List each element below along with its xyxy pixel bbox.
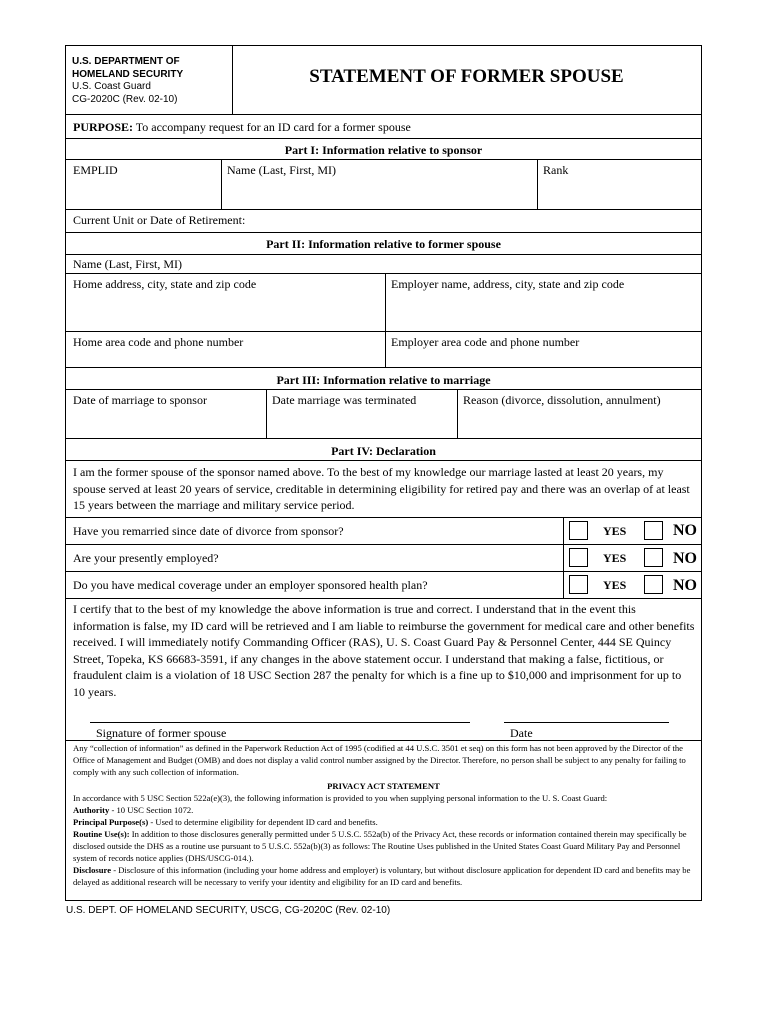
agency-block xyxy=(72,56,183,106)
divider xyxy=(537,159,538,209)
purpose-label: Principal Purpose(s) xyxy=(73,817,149,827)
medical-no-checkbox[interactable] xyxy=(644,575,663,594)
date-line[interactable] xyxy=(504,722,669,723)
privacy-disclosure xyxy=(73,864,696,888)
divider xyxy=(385,273,386,367)
routine-label: Routine Use(s): xyxy=(73,829,130,839)
part1-title: Part I: Information relative to sponsor xyxy=(284,143,483,157)
footer: U.S. DEPT. OF HOMELAND SECURITY, USCG, CG-2020C (Rev. 02-10) xyxy=(66,905,391,916)
authority-label: Authority xyxy=(73,805,110,815)
rule xyxy=(66,544,701,545)
privacy-purpose xyxy=(73,816,696,828)
rule xyxy=(66,740,701,741)
unit-field[interactable]: Current Unit or Date of Retirement: xyxy=(73,213,246,227)
rule xyxy=(66,460,701,461)
home-phone-field[interactable]: Home area code and phone number xyxy=(73,335,244,349)
rule xyxy=(66,598,701,599)
rule xyxy=(66,138,701,139)
medical-no-label: NO xyxy=(673,577,697,594)
rule xyxy=(66,254,701,255)
employer-phone-field[interactable]: Employer area code and phone number xyxy=(391,335,580,349)
routine-text: In addition to those disclosures generally permitted under 5 U.S.C. 552a(b) of the Privacy Act, these records or information contained therein may specifically be disclosed outside the DHS as a routine use pursuant to 5 U.S.C. 552a(b)(3) as follows: The Routine Uses published in the United States Coast Guard Military Pay and Personnel system of records notice applies (DHS/USCG-014.). xyxy=(73,829,687,863)
rule xyxy=(66,367,701,368)
agency-line2: HOMELAND SECURITY xyxy=(72,68,184,80)
privacy-authority xyxy=(73,804,696,816)
home-address-field[interactable]: Home address, city, state and zip code xyxy=(73,277,257,291)
form-number: CG-2020C (Rev. 02-10) xyxy=(72,93,178,105)
declaration-text: I am the former spouse of the sponsor named above. To the best of my knowledge our marriage lasted at least 20 years, my spouse served at least 20 years of service, creditable in determining eligibility for retired pay and there was an overlap of at least 15 years between the marriage and military service period. xyxy=(73,465,690,512)
paperwork-notice: Any “collection of information” as defined in the Paperwork Reduction Act of 1995 (codified at 44 U.S.C. 3501 et seq) on this form has not been approved by the Director of the Office of Management and Budget (OMB) and does not display a valid control number assigned by the Director. Therefore, no person shall be subject to any penalty for failing to comply with any such collection of information. xyxy=(73,743,686,777)
employed-yes-label: YES xyxy=(603,551,627,565)
authority-text: - 10 USC Section 1072. xyxy=(109,805,194,815)
purpose-label: PURPOSE: xyxy=(73,120,133,134)
divider xyxy=(221,159,222,209)
form-title: STATEMENT OF FORMER SPOUSE xyxy=(309,66,624,87)
sponsor-name-field[interactable]: Name (Last, First, MI) xyxy=(227,163,336,177)
rule xyxy=(66,389,701,390)
spouse-name-field[interactable]: Name (Last, First, MI) xyxy=(73,257,182,271)
medical-yes-checkbox[interactable] xyxy=(569,575,588,594)
rule xyxy=(66,571,701,572)
emplid-field[interactable]: EMPLID xyxy=(73,163,118,177)
divider xyxy=(266,389,267,438)
divider xyxy=(457,389,458,438)
privacy-body xyxy=(73,792,696,888)
purpose xyxy=(73,120,411,134)
rule xyxy=(66,209,701,210)
privacy-intro: In accordance with 5 USC Section 522a(e)(3), the following information is provided to you when supplying personal information to the U. S. Coast Guard: xyxy=(73,793,608,803)
rule xyxy=(66,517,701,518)
employed-yes-checkbox[interactable] xyxy=(569,548,588,567)
agency-line1: U.S. DEPARTMENT OF xyxy=(72,56,180,67)
remarried-no-checkbox[interactable] xyxy=(644,521,663,540)
form-container xyxy=(65,45,702,901)
date-label: Date xyxy=(510,726,533,740)
medical-yes-label: YES xyxy=(603,578,627,592)
privacy-title: PRIVACY ACT STATEMENT xyxy=(327,781,440,791)
signature-line[interactable] xyxy=(90,722,470,723)
remarried-yes-checkbox[interactable] xyxy=(569,521,588,540)
rule xyxy=(66,232,701,233)
part4-title: Part IV: Declaration xyxy=(331,444,436,458)
question-remarried: Have you remarried since date of divorce from sponsor? xyxy=(73,524,344,538)
rule xyxy=(66,159,701,160)
question-medical-coverage: Do you have medical coverage under an employer sponsored health plan? xyxy=(73,578,428,592)
rule xyxy=(66,273,701,274)
privacy-routine xyxy=(73,828,696,864)
date-of-marriage-field[interactable]: Date of marriage to sponsor xyxy=(73,393,207,407)
rank-field[interactable]: Rank xyxy=(543,163,569,177)
certification-text: I certify that to the best of my knowledge the above information is true and correct. I understand that in the event this information is false, my ID card will be retrieved and I am liable to reimburse the government for medical care and other benefits received. I will immediately notify Commanding Officer (RAS), U. S. Coast Guard Pay & Personnel Center, 444 SE Quincy Street, Topeka, KS 66683-3591, if any changes in the above statement occur. I understand that making a false, fictitious, or fraudulent claim is a violation of 18 USC Section 287 the penalty for which is a fine up to $10,000 and imprisonment for up to 10 years. xyxy=(73,602,695,699)
signature-label: Signature of former spouse xyxy=(96,726,227,740)
principal-purpose-text: - Used to determine eligibility for dependent ID card and benefits. xyxy=(148,817,378,827)
rule xyxy=(66,438,701,439)
part2-title: Part II: Information relative to former spouse xyxy=(266,237,501,251)
date-terminated-field[interactable]: Date marriage was terminated xyxy=(272,393,417,407)
purpose-text: To accompany request for an ID card for a former spouse xyxy=(133,120,411,134)
remarried-yes-label: YES xyxy=(603,524,627,538)
part3-title: Part III: Information relative to marriage xyxy=(276,373,491,387)
question-employed: Are your presently employed? xyxy=(73,551,219,565)
employed-no-label: NO xyxy=(673,550,697,567)
remarried-no-label: NO xyxy=(673,522,697,539)
disclosure-text: - Disclosure of this information (including your home address and employer) is voluntary, but without disclosure application for dependent ID card and benefits may be delayed as additional research will be necessary to verify your identity and eligibility for an ID card and benefits. xyxy=(73,865,691,887)
divider xyxy=(563,517,564,598)
agency-line3: U.S. Coast Guard xyxy=(72,81,151,92)
employed-no-checkbox[interactable] xyxy=(644,548,663,567)
disclosure-label: Disclosure xyxy=(73,865,112,875)
reason-field[interactable]: Reason (divorce, dissolution, annulment) xyxy=(463,393,661,407)
employer-address-field[interactable]: Employer name, address, city, state and zip code xyxy=(391,277,625,291)
rule xyxy=(66,331,701,332)
rule xyxy=(66,114,701,115)
